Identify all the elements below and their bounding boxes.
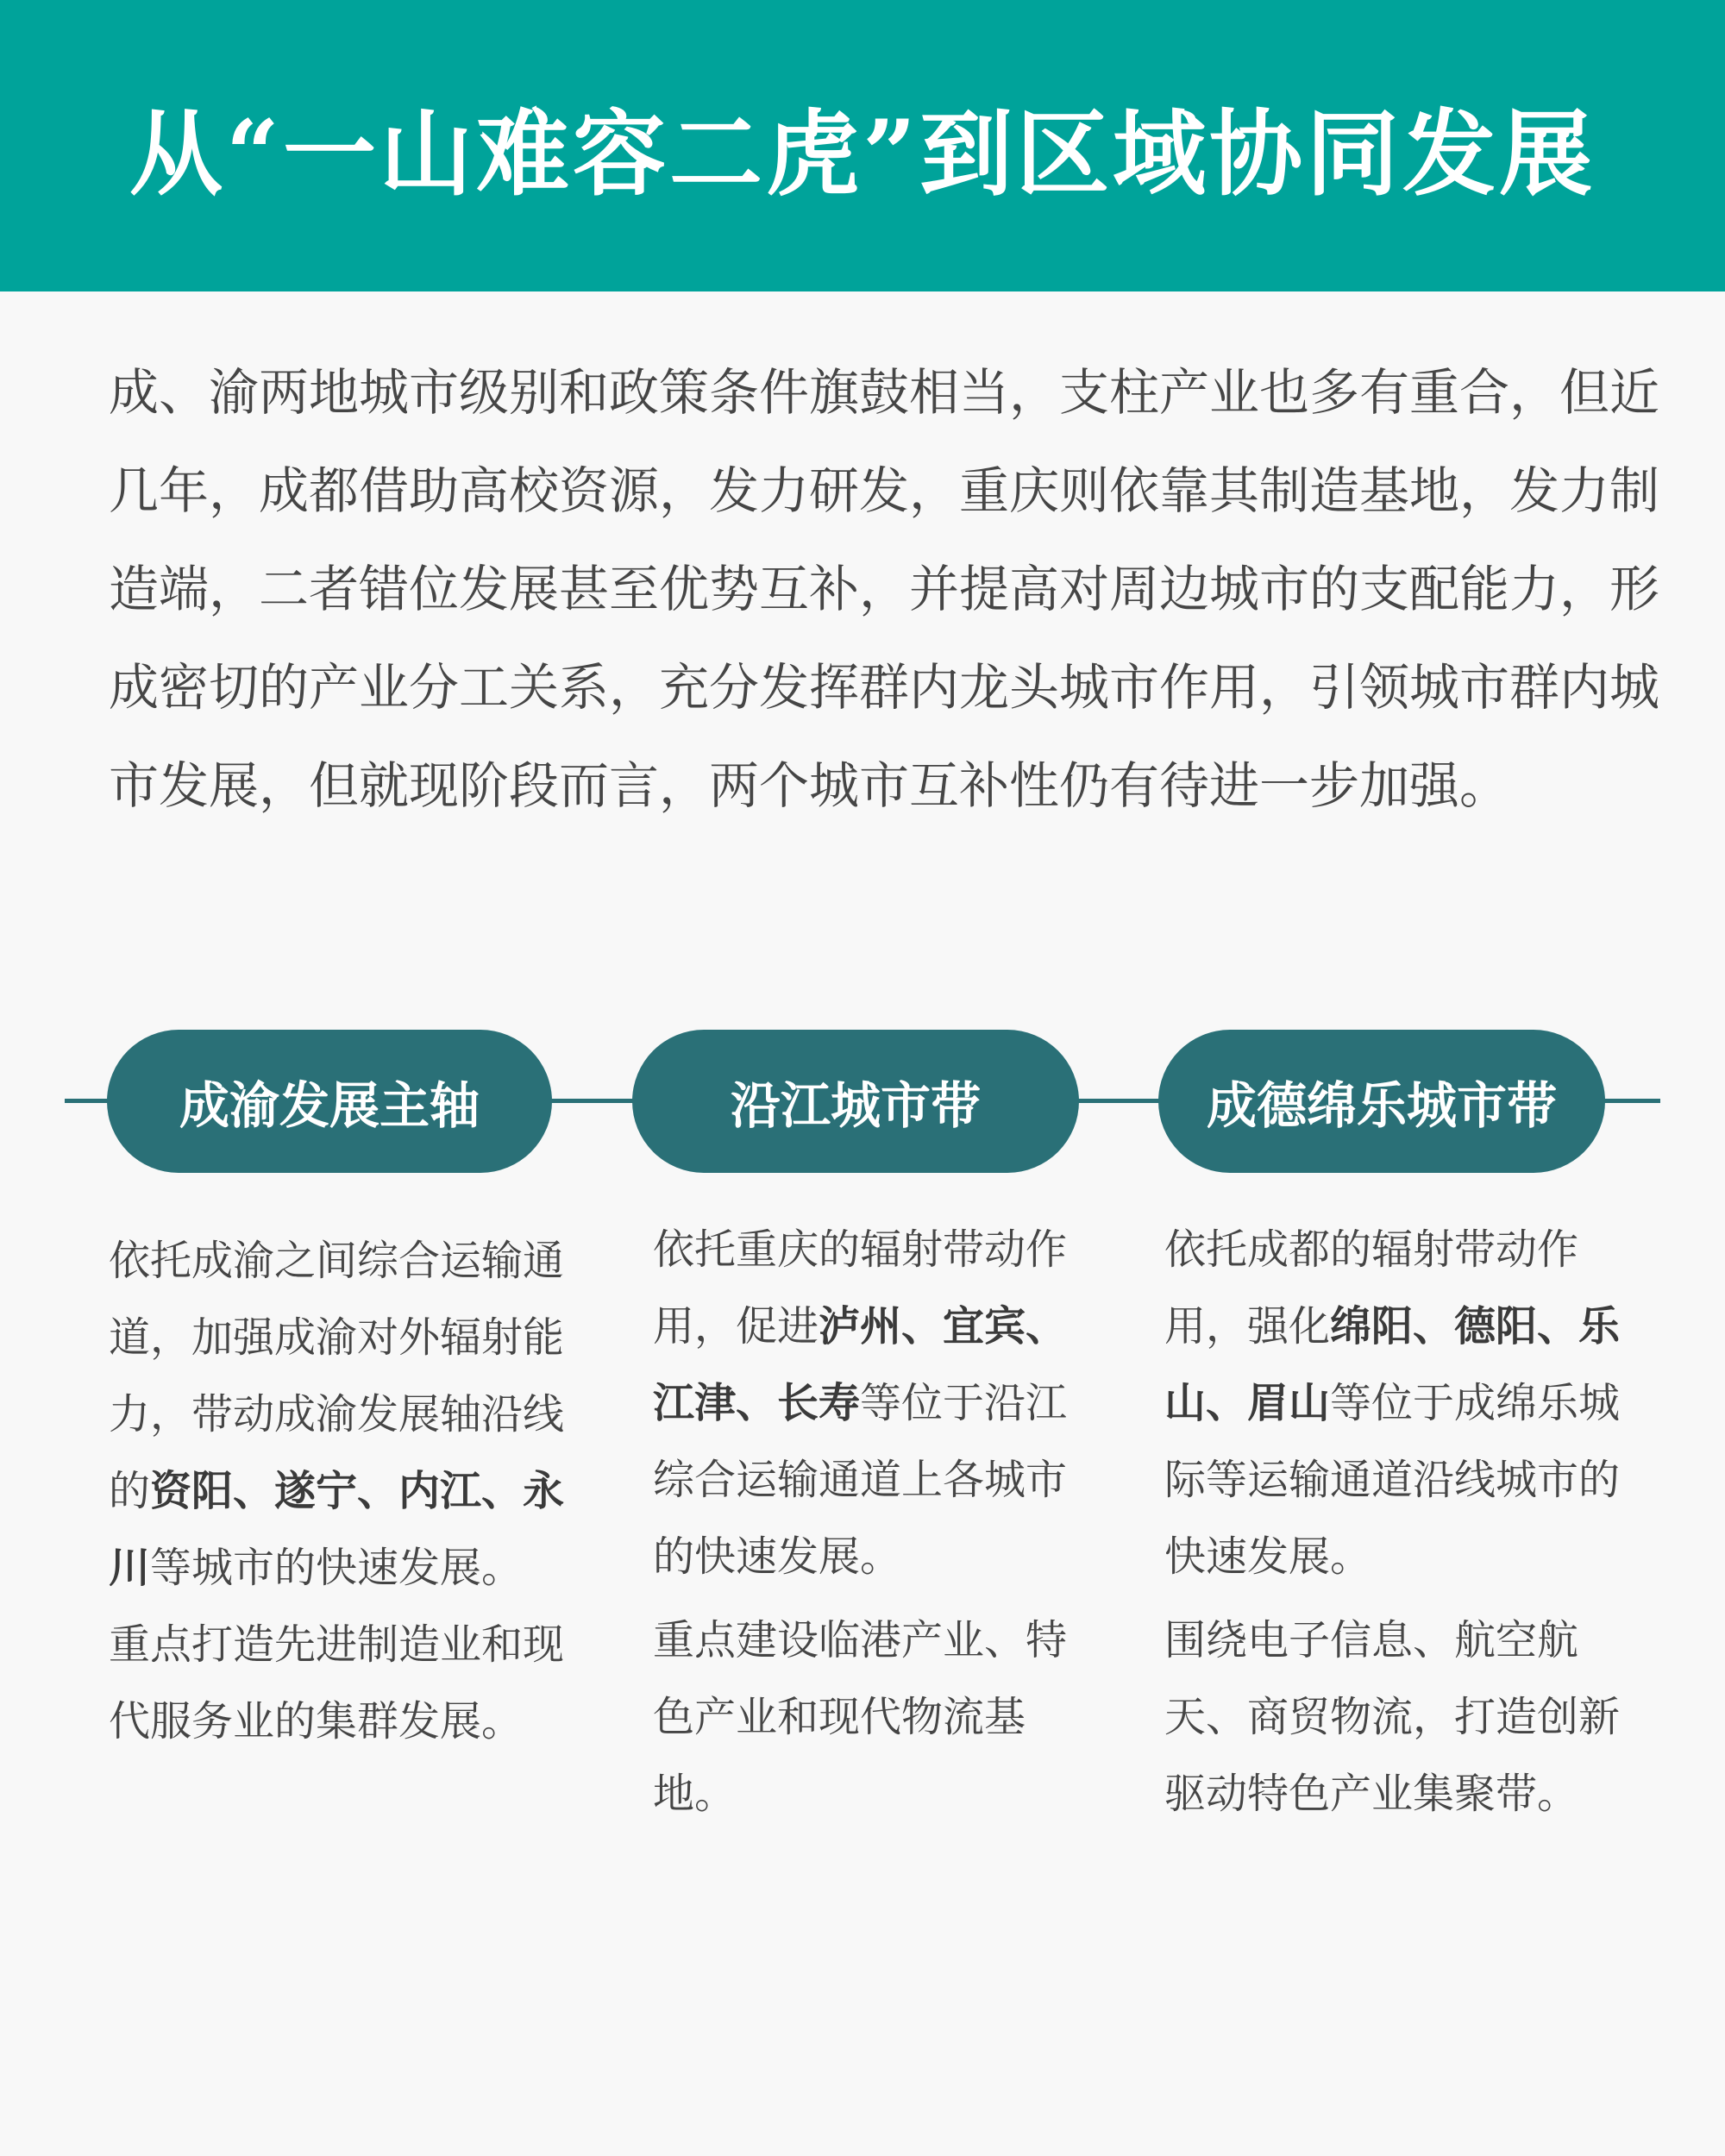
column-desc	[1164, 1212, 1630, 1595]
column-chengyu	[109, 1223, 592, 1760]
desc-text: 等城市的快速发展。	[150, 1544, 524, 1592]
column-chengdemianle	[1164, 1212, 1630, 1833]
column-yanjiang	[653, 1212, 1101, 1833]
column-focus: 重点打造先进制造业和现代服务业的集群发展。	[109, 1620, 565, 1745]
column-focus: 重点建设临港产业、特色产业和现代物流基地。	[653, 1616, 1068, 1818]
column-focus: 围绕电子信息、航空航天、商贸物流，打造创新驱动特色产业集聚带。	[1164, 1616, 1621, 1818]
header-banner	[0, 0, 1725, 291]
page-title: 从“一山难容二虎”到区域协同发展	[129, 99, 1596, 209]
desc-text: 依托重庆的辐射带动作用，促进	[653, 1225, 1068, 1351]
axis-label-chengdemianle: 成德绵乐城市带	[1158, 1030, 1605, 1173]
desc-text: 等位于成绵乐城际等运输通道沿线城市的快速发展。	[1164, 1379, 1621, 1581]
desc-text: 等位于沿江综合运输通道上各城市的快速发展。	[653, 1379, 1068, 1581]
highlight-cities: 绵阳、德阳、乐山、眉山	[1164, 1302, 1621, 1427]
desc-text: 依托成都的辐射带动作用，强化	[1164, 1225, 1579, 1351]
desc-text: 依托成渝之间综合运输通道，加强成渝对外辐射能力，带动成渝发展轴沿线的	[109, 1237, 565, 1515]
highlight-cities: 资阳、遂宁、内江、永川	[109, 1467, 565, 1592]
axis-label-yanjiang: 沿江城市带	[632, 1030, 1079, 1173]
highlight-cities: 泸州、宜宾、江津、长寿	[653, 1302, 1068, 1427]
intro-paragraph: 成、渝两地城市级别和政策条件旗鼓相当，支柱产业也多有重合，但近几年，成都借助高校资源，发力研发，重庆则依靠其制造基地，发力制造端，二者错位发展甚至优势互补，并提高对周边城市的支配能力，形成密切的产业分工关系，充分发挥群内龙头城市作用，引领城市群内城市发展，但就现阶段而言，两个城市互补性仍有待进一步加强。	[109, 363, 1660, 815]
axis-label-chengyu: 成渝发展主轴	[107, 1030, 552, 1173]
column-desc	[109, 1223, 592, 1607]
column-desc	[653, 1212, 1101, 1595]
